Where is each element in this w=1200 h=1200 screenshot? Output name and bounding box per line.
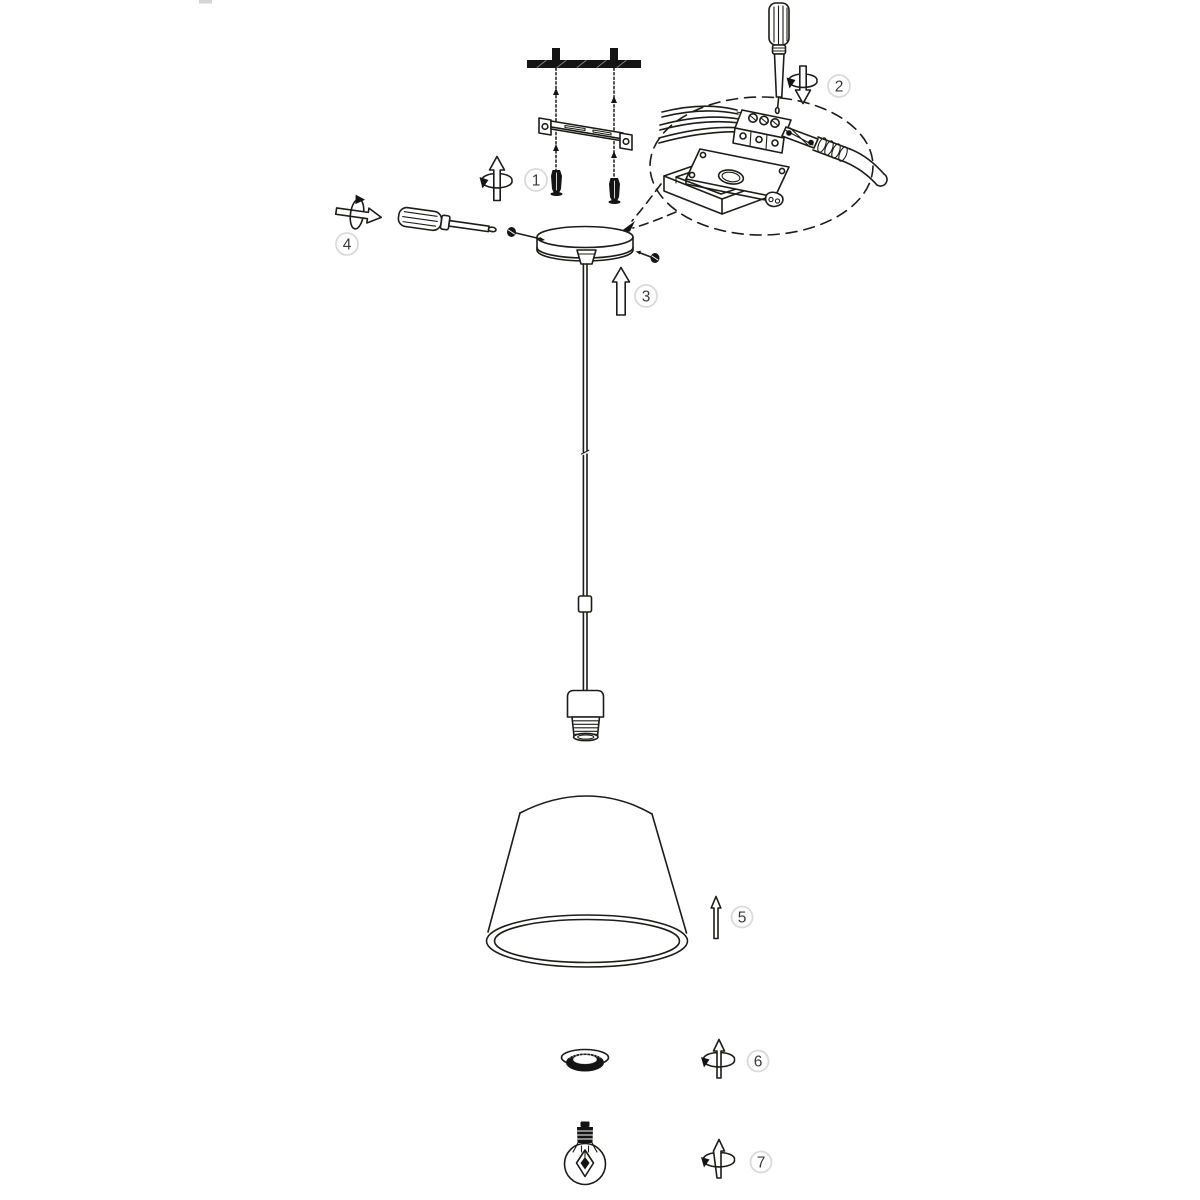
mounting-bracket (539, 118, 632, 150)
lamp-holder (568, 691, 604, 741)
rotate-axis-up-icon (480, 157, 513, 201)
canopy-screw-right (636, 251, 660, 263)
arrow-up-icon (711, 897, 721, 939)
suspension-rod (568, 264, 604, 741)
step-number: 3 (641, 288, 651, 306)
step-5 (711, 897, 752, 939)
lampshade (486, 796, 687, 967)
lamp-cord (845, 149, 884, 185)
step-badge (748, 1051, 769, 1072)
rotate-axis-right-icon (334, 192, 384, 232)
rod-break-notch (582, 450, 589, 454)
step-7 (701, 1140, 772, 1179)
ceiling-canopy (507, 227, 660, 265)
step-number: 6 (753, 1053, 763, 1071)
cord-boot (813, 137, 887, 186)
terminal-block (733, 110, 791, 153)
step-badge (828, 75, 850, 97)
rod-connector (579, 596, 592, 612)
step-6 (701, 1040, 769, 1079)
rotate-axis-up-icon (701, 1040, 735, 1079)
step-badge (732, 907, 753, 928)
step-4 (334, 192, 497, 255)
step-number: 7 (756, 1154, 766, 1172)
step-number: 1 (531, 172, 541, 190)
rotate-axis-down-icon (787, 66, 818, 104)
step-2 (769, 3, 850, 114)
ceiling-bar (527, 60, 641, 68)
step-1 (480, 157, 548, 201)
step-number: 5 (737, 909, 747, 927)
wall-plug-left (551, 170, 563, 196)
step-badge (525, 169, 547, 191)
wiring-detail (659, 106, 887, 214)
cable-clamp (782, 127, 818, 148)
step-badge (635, 285, 657, 307)
step-badge (336, 233, 358, 255)
rotate-axis-up-icon (701, 1140, 735, 1179)
shade-ring (562, 1050, 609, 1072)
step-badge (751, 1152, 772, 1173)
light-bulb (565, 1122, 606, 1185)
screwdriver-horizontal (397, 207, 497, 239)
step-number: 2 (834, 78, 844, 96)
wall-plug-right (609, 178, 621, 204)
print-artifact (199, 0, 212, 4)
cord-grip (577, 250, 596, 264)
mounting-ear (766, 192, 783, 206)
terminal-base-plate (686, 149, 789, 206)
step-number: 4 (342, 236, 352, 254)
arrow-up-icon (613, 268, 630, 316)
step-3 (613, 268, 658, 316)
